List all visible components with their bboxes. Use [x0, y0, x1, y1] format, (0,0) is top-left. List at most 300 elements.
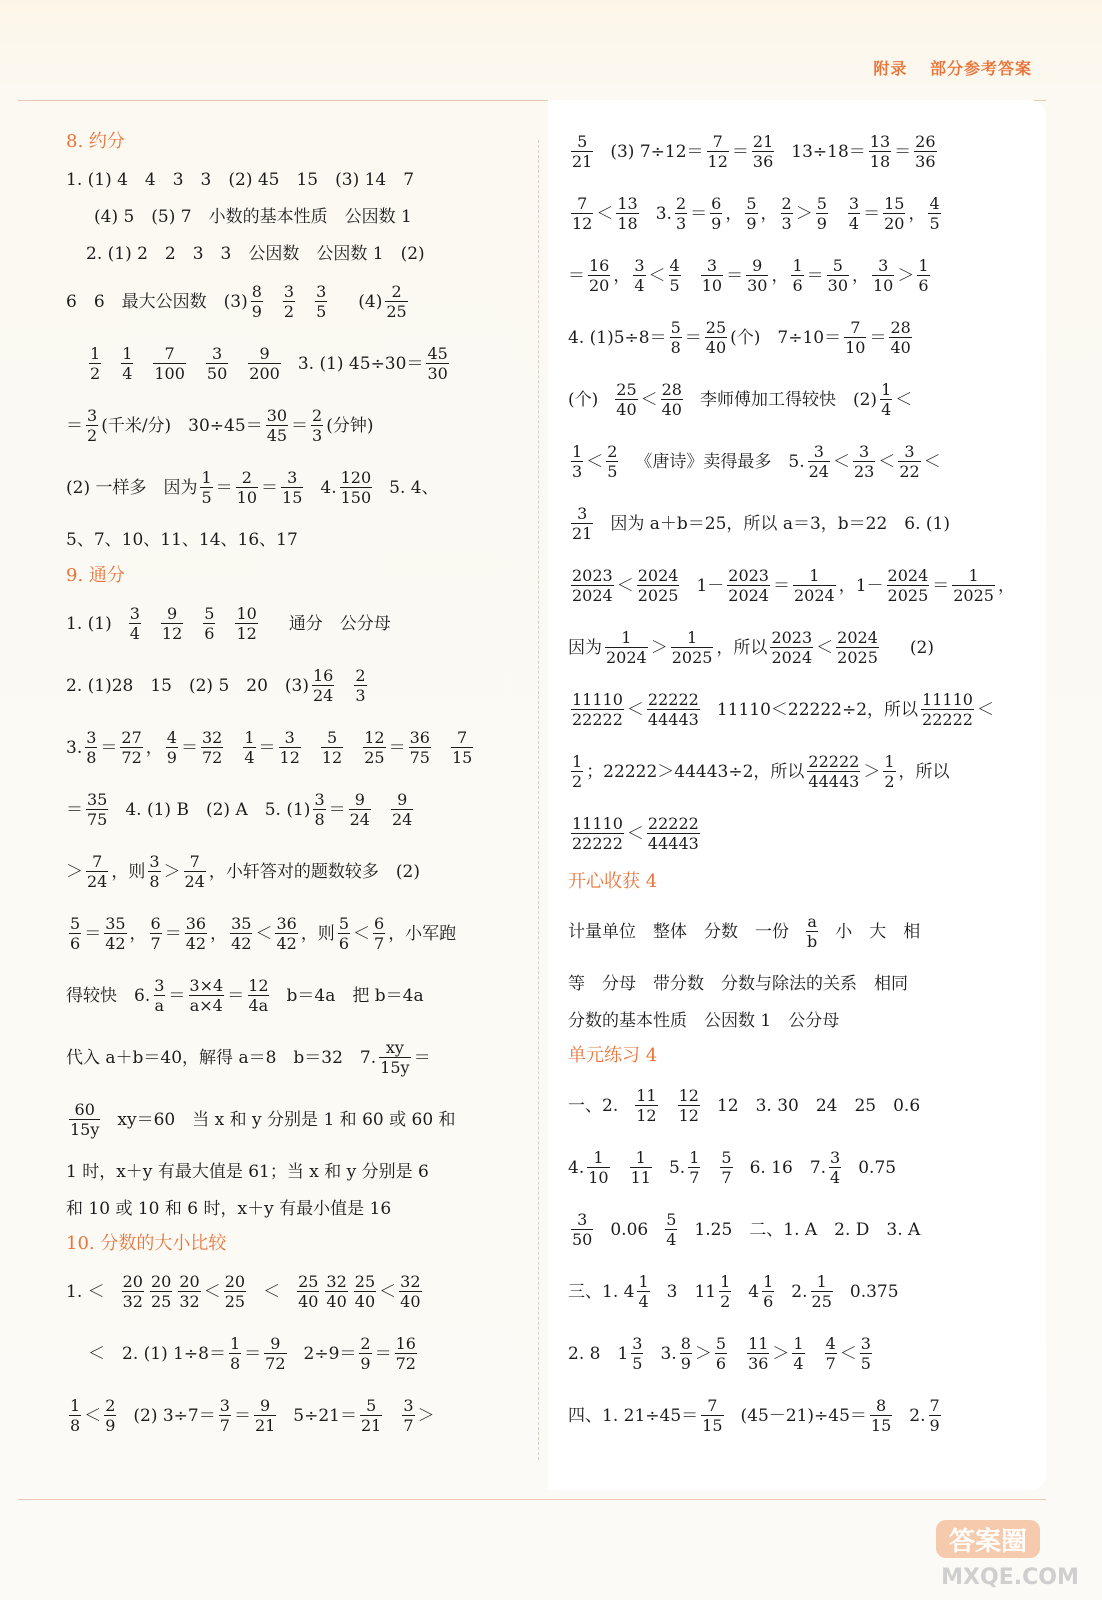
fraction	[402, 1396, 414, 1435]
denominator: 7	[150, 934, 161, 953]
fraction	[887, 566, 930, 605]
denominator: 6	[918, 276, 929, 295]
fraction	[571, 442, 583, 481]
text-segment: 因为	[568, 637, 602, 658]
numerator: 7	[577, 194, 588, 213]
denominator: 12	[161, 624, 183, 643]
denominator: 25	[364, 748, 385, 767]
answer-line	[66, 666, 370, 705]
fraction	[678, 1086, 700, 1125]
numerator: 16	[589, 256, 610, 275]
denominator: 75	[409, 748, 430, 767]
denominator: 4	[634, 276, 645, 295]
text-segment: (个)	[568, 389, 599, 410]
text-segment: ，小轩答对的题数较多 (2)	[208, 861, 420, 882]
text-segment: 12 3. 30 24 25 0.6	[716, 1095, 921, 1116]
denominator: 44443	[808, 772, 860, 791]
denominator: 40	[705, 338, 727, 357]
fraction	[150, 1272, 172, 1311]
answer-line	[86, 344, 452, 383]
text-segment: 6. 16 7.	[749, 1157, 827, 1178]
numerator: 3	[577, 504, 588, 523]
numerator: 3	[634, 256, 645, 275]
fraction	[808, 442, 830, 481]
text-segment: ＝	[726, 265, 744, 286]
numerator: 36	[409, 728, 430, 747]
fraction	[701, 256, 723, 295]
fraction	[399, 1272, 421, 1311]
fraction	[836, 628, 879, 667]
fraction	[615, 380, 637, 419]
text-segment: ＝	[168, 985, 186, 1006]
text-segment: ，	[725, 203, 743, 224]
fraction	[647, 690, 700, 729]
text-segment: ＞	[897, 265, 915, 286]
fraction	[359, 1334, 371, 1373]
text-segment: 1. (1)	[66, 613, 112, 634]
text-segment: ＝	[180, 737, 198, 758]
denominator: 2025	[671, 648, 713, 667]
answer-line	[568, 504, 950, 543]
numerator: xy	[385, 1038, 404, 1057]
denominator: 22222	[572, 710, 623, 729]
fraction	[312, 666, 334, 705]
numerator: 21	[752, 132, 774, 151]
text-segment: (3) 7÷12＝	[610, 141, 704, 162]
numerator: 1	[229, 1334, 241, 1353]
numerator: 5	[577, 132, 588, 151]
text-segment: ＝	[568, 265, 585, 286]
numerator: 11	[748, 1334, 769, 1353]
denominator: 72	[201, 748, 223, 767]
text-segment: ＜	[640, 389, 658, 410]
numerator: 1	[593, 1148, 604, 1167]
fraction	[121, 344, 133, 383]
text-segment: 0.75	[858, 1157, 897, 1178]
numerator: 2	[312, 406, 323, 425]
header-appendix: 附录	[873, 59, 908, 78]
denominator: 4	[129, 624, 140, 643]
numerator: 6	[150, 914, 161, 933]
numerator: 15	[884, 194, 905, 213]
numerator: 3	[316, 282, 327, 301]
numerator: 5	[832, 256, 843, 275]
denominator: 75	[87, 810, 108, 829]
denominator: 15	[451, 748, 473, 767]
numerator: 120	[340, 468, 372, 487]
denominator: 2	[87, 426, 98, 445]
numerator: 2024	[837, 628, 878, 647]
numerator: 3	[860, 1334, 871, 1353]
fraction	[637, 1272, 649, 1311]
text-segment: ＝	[806, 265, 824, 286]
fraction	[184, 852, 206, 891]
fraction	[395, 1334, 417, 1373]
text-segment: ＜	[626, 699, 644, 720]
numerator: 3	[154, 976, 165, 995]
denominator: 7	[825, 1354, 836, 1373]
fraction	[391, 790, 413, 829]
fraction	[670, 318, 682, 357]
numerator: 1	[686, 628, 698, 647]
text-segment: ＝	[258, 737, 276, 758]
numerator: 9	[270, 1334, 281, 1353]
fraction	[869, 132, 891, 171]
numerator: 45	[427, 344, 448, 363]
text-segment: 6 6 最大公因数 (3)	[66, 291, 248, 312]
numerator: 1	[881, 380, 892, 399]
answer-line	[568, 380, 912, 419]
numerator: 3	[314, 790, 325, 809]
denominator: b	[807, 932, 818, 951]
numerator: 2	[241, 468, 252, 487]
fraction	[675, 194, 687, 233]
numerator: 9	[397, 790, 408, 809]
denominator: 9	[166, 748, 177, 767]
text-segment: ＜	[616, 575, 634, 596]
numerator: 2	[781, 194, 792, 213]
denominator: 22222	[922, 710, 973, 729]
denominator: 42	[231, 934, 252, 953]
denominator: 5	[929, 214, 940, 233]
text-segment: ，小军跑	[388, 923, 457, 944]
text-segment: ＜	[263, 1281, 281, 1302]
numerator: 3	[813, 442, 824, 461]
text-segment: ＜	[596, 203, 614, 224]
denominator: 2	[720, 1292, 731, 1311]
text-segment: ，	[145, 737, 163, 758]
text-segment: ；22222＞44443÷2，所以	[586, 761, 805, 782]
denominator: 50	[206, 364, 228, 383]
fraction	[150, 914, 162, 953]
text-segment: ，所以	[716, 637, 768, 658]
denominator: 7	[689, 1168, 700, 1187]
numerator: 3	[283, 282, 295, 301]
denominator: 9	[105, 1416, 116, 1435]
numerator: 9	[259, 344, 270, 363]
fraction	[793, 566, 836, 605]
numerator: 5	[666, 1210, 677, 1229]
text-segment: ＞	[66, 861, 83, 882]
text-segment: ＝	[164, 923, 182, 944]
numerator: 7	[92, 852, 103, 871]
answer-line: 1 时，x＋y 有最大值是 61；当 x 和 y 分别是 6	[66, 1162, 429, 1182]
denominator: 24	[87, 872, 108, 891]
text-segment: ＝	[328, 799, 346, 820]
denominator: 20	[589, 276, 610, 295]
denominator: 22222	[572, 834, 623, 853]
denominator: 15	[282, 488, 303, 507]
denominator: 6	[763, 1292, 774, 1311]
text-segment: (个) 7÷10＝	[730, 327, 842, 348]
denominator: 40	[354, 1292, 376, 1311]
fraction	[883, 194, 905, 233]
text-segment: 5÷21＝	[293, 1405, 357, 1426]
svg-text:MXQE.COM: MXQE.COM	[941, 1565, 1079, 1590]
text-segment: ＝	[215, 477, 233, 498]
page-header	[857, 56, 1032, 79]
section-title-9: 9. 通分	[66, 565, 125, 586]
numerator: 5	[746, 194, 757, 213]
numerator: 2024	[887, 566, 929, 585]
numerator: 1	[90, 344, 101, 363]
text-segment: ＜	[648, 265, 666, 286]
numerator: 3	[87, 406, 98, 425]
numerator: 1	[792, 256, 803, 275]
denominator: 2024	[606, 648, 647, 667]
answer-line	[66, 282, 411, 321]
numerator: 3	[706, 256, 717, 275]
denominator: 42	[276, 934, 297, 953]
text-segment: ，	[760, 203, 778, 224]
denominator: 24	[391, 810, 413, 829]
text-segment: ＜	[203, 1281, 221, 1302]
denominator: 8	[149, 872, 160, 891]
fraction	[635, 1086, 657, 1125]
fraction	[86, 852, 108, 891]
denominator: 8	[229, 1354, 241, 1373]
fraction	[86, 790, 108, 829]
numerator: 1	[793, 1334, 804, 1353]
fraction	[281, 468, 303, 507]
fraction	[870, 1396, 892, 1435]
text-segment: ，	[852, 265, 869, 286]
text-segment: ＝	[731, 141, 749, 162]
fraction	[952, 566, 995, 605]
numerator: 3	[859, 442, 870, 461]
denominator: 24	[312, 686, 334, 705]
fraction	[315, 282, 327, 321]
fraction	[200, 468, 212, 507]
section-title-happy: 开心收获 4	[568, 871, 658, 892]
numerator: 11110	[572, 690, 623, 709]
fraction	[426, 344, 448, 383]
fraction	[338, 914, 350, 953]
text-segment: ＜	[84, 1405, 102, 1426]
text-segment: ，所以	[898, 761, 950, 782]
text-segment: ＝	[894, 141, 912, 162]
numerator: 35	[87, 790, 108, 809]
denominator: 25	[386, 302, 407, 321]
numerator: 35	[105, 914, 126, 933]
text-segment: (2)	[909, 637, 934, 658]
fraction	[715, 1334, 727, 1373]
denominator: 24	[349, 810, 370, 829]
text-segment: ＝	[684, 327, 702, 348]
fraction	[153, 976, 165, 1015]
answer-line	[568, 566, 1015, 605]
answer-line	[568, 442, 941, 481]
text-segment: ＝	[84, 923, 102, 944]
text-segment: ，	[997, 575, 1015, 596]
denominator: 6	[792, 276, 803, 295]
numerator: 3	[904, 442, 915, 461]
denominator: 42	[185, 934, 207, 953]
numerator: 7	[850, 318, 861, 337]
fraction	[69, 1396, 81, 1435]
answer-line	[568, 194, 944, 233]
denominator: 40	[890, 338, 911, 357]
fraction	[85, 728, 97, 767]
text-segment: ＞	[795, 203, 813, 224]
fraction	[605, 628, 648, 667]
denominator: 18	[617, 214, 638, 233]
denominator: 2024	[728, 586, 769, 605]
answer-line: (4) 5 (5) 7 小数的基本性质 公因数 1	[94, 207, 412, 227]
denominator: 3	[312, 426, 323, 445]
fraction	[185, 914, 207, 953]
denominator: 40	[661, 400, 682, 419]
numerator: 1	[689, 1148, 700, 1167]
fraction	[770, 628, 813, 667]
numerator: 5	[816, 194, 827, 213]
numerator: 7	[712, 132, 723, 151]
numerator: 3	[848, 194, 860, 213]
section-title-unit: 单元练习 4	[568, 1045, 658, 1066]
denominator: 25	[224, 1292, 246, 1311]
denominator: 200	[249, 364, 280, 383]
column-divider	[538, 140, 539, 1460]
text-segment: ＜	[878, 451, 896, 472]
text-segment: xy＝60 当 x 和 y 分别是 1 和 60 或 60 和	[117, 1109, 456, 1130]
fraction	[606, 442, 618, 481]
answer-line	[568, 1086, 920, 1125]
text-segment: ＝	[772, 575, 790, 596]
denominator: 44443	[647, 834, 699, 853]
denominator: 42	[105, 934, 126, 953]
text-segment: 3. (1) 45÷30＝	[297, 353, 424, 374]
answer-line	[88, 1334, 420, 1373]
text-segment: ＜	[895, 389, 913, 410]
numerator: 20	[122, 1272, 143, 1291]
answer-line	[66, 1272, 425, 1311]
denominator: 11	[630, 1168, 651, 1187]
answer-line	[568, 628, 934, 667]
denominator: 9	[746, 214, 757, 233]
numerator: 1	[201, 468, 212, 487]
denominator: 150	[340, 488, 372, 507]
fraction	[807, 752, 860, 791]
numerator: 1	[809, 566, 820, 585]
numerator: 2	[391, 282, 402, 301]
answer-line	[66, 790, 416, 829]
numerator: 1	[621, 628, 632, 647]
numerator: 20	[224, 1272, 246, 1291]
fraction	[872, 256, 894, 295]
watermark-logo	[930, 1516, 1090, 1592]
denominator: 7	[721, 1168, 732, 1187]
fraction	[451, 728, 473, 767]
numerator: 4	[669, 256, 680, 275]
denominator: 2	[90, 364, 101, 383]
answer-line: 1. (1) 4 4 3 3 (2) 45 15 (3) 14 7	[66, 170, 415, 190]
fraction	[379, 1038, 410, 1077]
denominator: 72	[121, 748, 142, 767]
numerator: 5	[326, 728, 338, 747]
numerator: a	[807, 912, 817, 931]
text-segment: ＝	[388, 737, 406, 758]
denominator: 12	[321, 748, 343, 767]
text-segment: 三、1. 4	[568, 1281, 635, 1302]
numerator: 3	[149, 852, 160, 871]
answer-line	[568, 1148, 896, 1187]
denominator: 4	[638, 1292, 649, 1311]
denominator: 8	[70, 1416, 81, 1435]
denominator: 4	[122, 364, 133, 383]
denominator: 40	[326, 1292, 347, 1311]
numerator: 5	[366, 1396, 377, 1415]
numerator: 7	[707, 1396, 718, 1415]
text-segment: ＝	[227, 985, 245, 1006]
denominator: 21	[361, 1416, 382, 1435]
denominator: 4	[848, 214, 860, 233]
denominator: 32	[122, 1292, 143, 1311]
text-segment: ，	[129, 923, 147, 944]
numerator: 3	[129, 604, 140, 623]
numerator: 4	[825, 1334, 836, 1353]
numerator: 1	[763, 1272, 774, 1291]
numerator: 1	[918, 256, 929, 275]
answer-line: 分数的基本性质 公因数 1 公分母	[568, 1011, 840, 1031]
denominator: 12	[678, 1106, 699, 1125]
text-segment: ＝	[100, 737, 118, 758]
answer-line	[568, 1210, 920, 1249]
numerator: 7	[929, 1396, 940, 1415]
answer-line	[66, 604, 391, 643]
answer-line	[568, 690, 994, 729]
fraction	[587, 1148, 609, 1187]
numerator: 11110	[572, 814, 623, 833]
fraction	[616, 194, 638, 233]
fraction	[825, 1334, 837, 1373]
fraction	[248, 344, 281, 383]
fraction	[264, 1334, 286, 1373]
fraction	[230, 914, 252, 953]
text-segment: 5. 4、	[389, 477, 439, 498]
numerator: 5	[715, 1334, 727, 1353]
text-segment: ＜	[839, 1343, 857, 1364]
answer-line	[568, 1334, 875, 1373]
fraction	[630, 1148, 652, 1187]
text-segment: 一、2.	[568, 1095, 619, 1116]
answer-line: 2. (1) 2 2 3 3 公因数 公因数 1 (2)	[86, 244, 425, 264]
text-segment: 3.	[655, 203, 672, 224]
fraction	[104, 1396, 116, 1435]
text-segment: 得较快 6.	[66, 985, 151, 1006]
text-segment: ＝	[374, 1343, 392, 1364]
fraction	[719, 1272, 731, 1311]
fraction	[166, 728, 178, 767]
fraction	[188, 976, 224, 1015]
numerator: 3	[86, 728, 97, 747]
fraction	[898, 442, 920, 481]
text-segment: ，	[771, 265, 789, 286]
fraction	[311, 406, 323, 445]
fraction	[680, 1334, 692, 1373]
numerator: 1	[638, 1272, 649, 1291]
denominator: 2	[283, 302, 295, 321]
fraction	[325, 1272, 347, 1311]
denominator: 15	[870, 1416, 892, 1435]
fraction	[827, 256, 849, 295]
denominator: 20	[884, 214, 905, 233]
fraction	[571, 814, 624, 853]
text-segment: b＝4a 把 b＝4a	[286, 985, 424, 1006]
fraction	[229, 1334, 241, 1373]
denominator: 45	[266, 426, 288, 445]
numerator: 2	[675, 194, 687, 213]
denominator: 12	[236, 624, 257, 643]
